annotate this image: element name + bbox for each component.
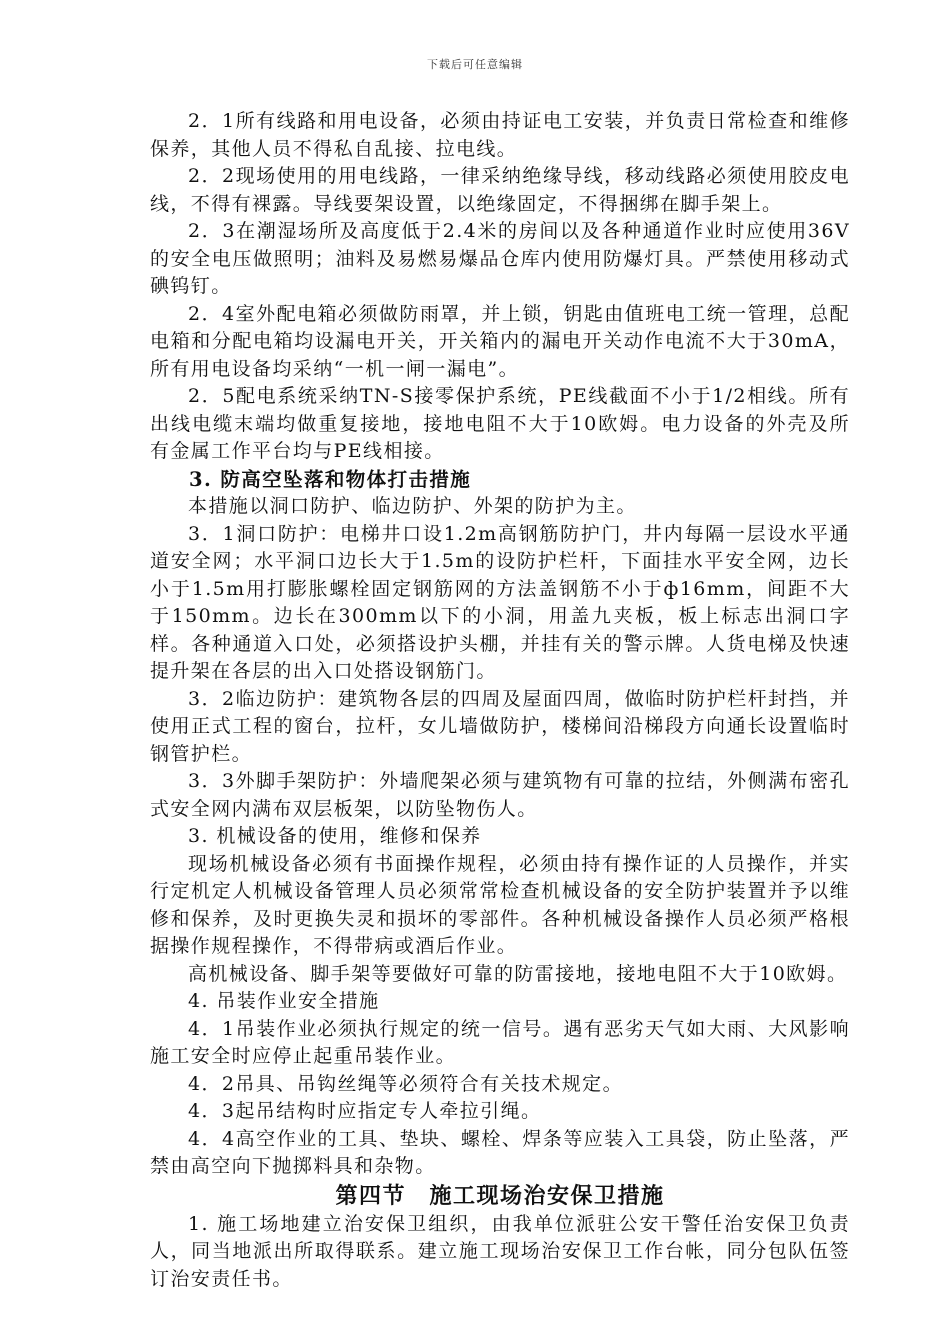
paragraph-machinery-1: 现场机械设备必须有书面操作规程，必须由持有操作证的人员操作，并实行定机定人机械设备管理人员必须常常检查机械设备的安全防护装置并予以维修和保养，及时更换失灵和损坏的零部件。各种机械设备操作人员必须严格根据操作规程操作，不得带病或酒后作业。 bbox=[150, 852, 850, 957]
paragraph-2-3: 2．3在潮湿场所及高度低于2.4米的房间以及各种通道作业时应使用36V的安全电压做照明；油料及易燃易爆品仓库内使用防爆灯具。严禁使用移动式碘钨钉。 bbox=[150, 220, 850, 297]
paragraph-2-4: 2．4室外配电箱必须做防雨罩，并上锁，钥匙由值班电工统一管理，总配电箱和分配电箱均设漏电开关，开关箱内的漏电开关动作电流不大于30mA，所有用电设备均采纳“一机一闸一漏电”。 bbox=[150, 302, 850, 380]
paragraph-3-intro: 本措施以洞口防护、临边防护、外架的防护为主。 bbox=[188, 495, 637, 517]
paragraph-4-2: 4．2吊具、吊钩丝绳等必须符合有关技术规定。 bbox=[188, 1072, 623, 1095]
subsection-heading-4: 4. 吊装作业安全措施 bbox=[188, 990, 380, 1012]
paragraph-4-3: 4．3起吊结构时应指定专人牵拉引绳。 bbox=[188, 1100, 542, 1122]
paragraph-2-2: 2．2现场使用的用电线路，一律采纳绝缘导线，移动线路必须使用胶皮电线，不得有裸露。导线要架设置，以绝缘固定，不得捆绑在脚手架上。 bbox=[150, 165, 850, 215]
paragraph-machinery-2: 高机械设备、脚手架等要做好可靠的防雷接地，接地电阻不大于10欧姆。 bbox=[188, 962, 848, 985]
paragraph-2-5: 2．5配电系统采纳TN-S接零保护系统，PE线截面不小于1/2相线。所有出线电缆末端均做重复接地，接地电阻不大于10欧姆。电力设备的外壳及所有金属工作平台均与PE线相接。 bbox=[150, 385, 850, 462]
document-body bbox=[150, 108, 850, 1293]
paragraph-2-1: 2．1所有线路和用电设备，必须由持证电工安装，并负责日常检查和维修保养，其他人员不得私自乱接、拉电线。 bbox=[150, 110, 850, 160]
subsection-heading-machinery: 3. 机械设备的使用，维修和保养 bbox=[188, 825, 482, 847]
page-header: 下载后可任意编辑 bbox=[427, 58, 523, 71]
paragraph-3-3: 3．3外脚手架防护：外墙爬架必须与建筑物有可靠的拉结，外侧满布密孔式安全网内满布双层板架，以防坠物伤人。 bbox=[150, 770, 850, 820]
paragraph-3-1: 3．1洞口防护：电梯井口设1.2m高钢筋防护门，井内每隔一层设水平通道安全网；水平洞口边长大于1.5m的设防护栏杆，下面挂水平安全网，边长小于1.5m用打膨胀螺栓固定钢筋网的方法盖钢筋不小于ф16mm，间距不大于150mm。边长在300mm以下的小洞，用盖九夹板，板上标志出洞口字样。各种通道入口处，必须搭设护头棚，并挂有关的警示牌。人货电梯及快速提升架在各层的出入口处搭设钢筋门。 bbox=[150, 522, 850, 682]
paragraph-4-4: 4．4高空作业的工具、垫块、螺栓、焊条等应装入工具袋，防止坠落，严禁由高空向下抛掷料具和杂物。 bbox=[150, 1127, 850, 1177]
paragraph-security-1: 1. 施工场地建立治安保卫组织，由我单位派驻公安干警任治安保卫负责人，同当地派出所取得联系。建立施工现场治安保卫工作台帐，同分包队伍签订治安责任书。 bbox=[150, 1212, 850, 1290]
paragraph-3-2: 3．2临边防护：建筑物各层的四周及屋面四周，做临时防护栏杆封挡，并使用正式工程的窗台，拉杆，女儿墙做防护，楼梯间沿梯段方向通长设置临时钢管护栏。 bbox=[150, 687, 850, 765]
chapter-heading-4: 第四节 施工现场治安保卫措施 bbox=[335, 1182, 665, 1209]
paragraph-4-1: 4．1吊装作业必须执行规定的统一信号。遇有恶劣天气如大雨、大风影响施工安全时应停止起重吊装作业。 bbox=[150, 1017, 850, 1067]
section-heading-3: 3. 防高空坠落和物体打击措施 bbox=[189, 467, 472, 491]
